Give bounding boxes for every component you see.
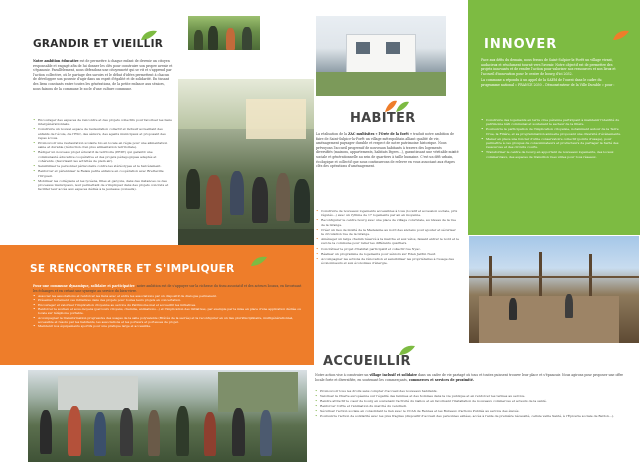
section-title-rencontrer: SE RENCONTRER ET S'IMPLIQUER xyxy=(30,263,235,275)
list-item: • Créer un lieu de mixité de la Madeleine au nord des anciens pour ajouter et sécuriser la circulation rue de la Grange. xyxy=(316,228,459,237)
list-item: • Sécuriser l'action sociale en consolidant le lien avec le CCAS de Rennes et les Bureaux d'actions Publiés au service des élevés. xyxy=(315,409,629,413)
section-title-innover: INNOVER xyxy=(484,37,558,52)
photo-garden-crowd xyxy=(188,16,260,50)
innover-list xyxy=(481,118,621,160)
innover-intro xyxy=(481,58,621,88)
habiter-intro-bold: ZAC multisites « l'Orée de la forêt » xyxy=(348,132,412,136)
accueillir-intro-bold: village inclusif et solidaire xyxy=(369,373,418,377)
rencontrer-list xyxy=(33,294,303,328)
list-item: • Reconfigurer le centre bourg avec une place de village conviviale, au niveau de la rue de la Grange. xyxy=(316,218,459,227)
leaf-icon xyxy=(384,99,410,113)
grandir-intro xyxy=(33,59,173,91)
list-item: • Construire des logements en terre crue pérenne participant à maintenir l'identité du patrimoine bâti communal et soutenant le secteur de la filière. xyxy=(481,118,621,127)
section-title-habiter: HABITER xyxy=(350,111,416,126)
list-item: • Construire de nouveaux logements accessibles à tous (locatif et accession sociale, prix régulés...) avec un rythme de 17 logements par an en moyenne. xyxy=(316,209,459,218)
accueillir-intro-bold-2: commerces et services de proximité. xyxy=(408,377,474,382)
list-item: • Promouvoir une restauration scolaire bio en locale en régie pour une alimentation saine et durable (réduction d'en plus alimentation territoriale). xyxy=(33,141,173,150)
list-item: • Sensibiliser le personnel périscolaire contre les stéréotypes et le harcèlement. xyxy=(33,164,173,168)
list-item: • Mener en place une foncier d'utile conservatoire collectif (points d'usage), pour permettre à ces groupes de consommateurs et producteurs de partager la fierté des ressources et des circuits courts. xyxy=(481,137,621,150)
leaf-icon xyxy=(398,344,416,356)
innover-intro-text-2: La commune a répondu à un appel de la SAEM de l'ouest dans le cadre du programme national « FRANCE 2030 – Démonstrateur de la Ville Durable » pour : xyxy=(481,78,615,87)
list-item: • Encourager et valoriser l'implication citoyenne au service du Patrimoine mal et accueillir les initiatives. xyxy=(33,303,303,307)
grandir-list xyxy=(33,118,173,192)
leaf-icon xyxy=(140,29,158,41)
habiter-intro xyxy=(316,132,459,169)
grandir-intro-text: est de permettre à chaque enfant de devenir un citoyen responsable et engagé afin de lui donner les clés pour construire son propre avenir et s'épanouir. Parallèlement, nous défendons une citoyenneté qui se vit et s'apprend par l'action collective, où le partage des savoirs et le débat d'idées permettent à chacun de développer son pouvoir d'agir dans un esprit d'égalité et de solidarité. En tissant des liens constants entre toutes les générations, de la petite enfance aux séniors, nous faisons de la commune le socle d'une culture commune. xyxy=(33,59,173,91)
innover-intro-text: Face aux défis du demain, nous ferons de Saint-Sulpice-la-Forêt un village vivant, audacieux et résolument tourné vers l'avenir. Notre objectif est de permettre des projets innovants et de rendre l'action pour valoriser nos ressources et nos lieux et l'accueil d'innovation pour le centre de bourg d'ici 2032. xyxy=(481,58,616,76)
list-item: • Associer les associations et renforcer les liens avec et entre les associations par un dispositif de dialogue permanent. xyxy=(33,294,303,298)
list-item: • Mobiliser les collégiens et les lycéens, filles et garçons, dans des instances ou des processus municipaux, leur permettant de s'impliquer dans des projets concrets et faciliter leur accès aux espaces dédiés à la jeunesse (conseils). xyxy=(33,179,173,192)
list-item: • Présenter fortement ces initiatives dans des projets pour toutes leurs projets en concertation. xyxy=(33,298,303,302)
photo-modern-house xyxy=(316,16,446,96)
list-item: • Poursuivre la participation de l'implication citoyenne, notamment autour de la Terre Crue, la Filière, et sa programmation annuelle proposant une diversité d'événements. xyxy=(481,127,621,136)
rencontrer-intro-bold: Pour une commune dynamique, solidaire et participative xyxy=(33,284,135,288)
accueillir-intro-b: dans un cadre de vie partagé où tous et toutes puissent trouver leur place et s'épanouir. Nous agirons pour proposer une offre locale forte et diversifiée, en soutenant les commerçants, xyxy=(315,373,624,382)
section-title-accueillir: ACCUEILLIR xyxy=(323,354,411,369)
rencontrer-intro xyxy=(33,284,303,293)
list-item: • Encourager des espaces de rencontre et des projets collectifs pour favoriser les liens intergénérationnels. xyxy=(33,118,173,127)
accueillir-intro xyxy=(315,373,629,382)
leaf-icon xyxy=(612,29,630,41)
list-item: • Concrétiser le projet d'habitat participatif et collectif rue Nyac. xyxy=(316,247,459,251)
list-item: • Aménager un large chemin réservé à la marche et aux vélos, faisant entrer le nord et le sud de la commune pour relier les différents quartiers. xyxy=(316,237,459,246)
list-item: • Poursuivre l'action de solidarité avec les plus fragiles (dispositif d'accueil des personnes exilées, accès à l'aide de première nécessité, cellule veille Santé, à l'Épicerie sociale de Betton...). xyxy=(315,414,629,418)
accueillir-intro-a: Notre action vise à construire un xyxy=(315,373,370,377)
list-item: • Transformer le centre de bourg en apportant de nouveaux logements, des locaux commerciaux, des espaces de transition rues utiles pour tous réseaux. xyxy=(481,150,621,159)
list-item: • Construire un nouvel espace de restauration collectif et inclusif accueillant des enfants de l'école, de l'ESC, des séniors, des agents municipaux et proposant des repas à tous. xyxy=(33,127,173,140)
list-item: • Rédiger un nouveau projet éducatif de territoire (PEDT) qui garantit une communauté éducative coopérative et des projets pédagogiques adaptés et cohérents. (favorisant les activités de plein air). xyxy=(33,150,173,163)
leaf-icon xyxy=(250,255,268,267)
list-item: • Renforcer et pérenniser le Relais petite enfance en coopération avec Bretteville l'Orgueil. xyxy=(33,169,173,178)
habiter-intro-a: La réalisation de la xyxy=(316,132,349,136)
list-item: • Promouvoir tous les droits sans compter d'accueil des nouveaux habitants. xyxy=(315,389,629,393)
grandir-intro-bold: Notre ambition éducative xyxy=(33,59,79,63)
list-item: • Rendre attractif le cœur de bourg en soutenant l'activité du Gallou et en favorisant l'installation de nouveaux commerces et acteurs de la santé. xyxy=(315,399,629,403)
list-item: • Renforcer le soutien et sous-moyens (parcours citoyens, chemins, animations...) et l'implication des initiatives, par exemple par la mise en place d'une application dédiée ou locale sur téléphone portable. xyxy=(33,307,303,315)
list-item: • Renforcer l'offre et l'animation du marché du vendredi. xyxy=(315,404,629,408)
habiter-intro-b: traduit notre ambition de faire de Saint-Sulpice-la-Forêt un village métropolitain alliant qualité de vie, aménagement paysager durable et respect de notre patrimoine historique. Nous prévoyons l'accueil progressif de nouveaux habitants à travers des logements diversifiés (maisons, appartements, habitats légers...), garantissant une véritable mixité sociale et générationnelle au sein de quartiers à taille humaine. C'est un défi urbain, écologique et collectif que nous continuerons de relever en vous associant aux étapes clés des opérations d'aménagement. xyxy=(316,132,459,169)
photo-outdoor-event xyxy=(178,79,314,256)
photo-earth-construction xyxy=(469,236,639,343)
habiter-list xyxy=(316,209,459,266)
list-item: • Maintenir nos équipements sportifs pour une pratique large et accessible. xyxy=(33,324,303,328)
list-item: • Accompagner la transformation progressive des usages de la salle polyvalente (Brévès de la sacrée) et la reconfigurer en un lieu pluridisciplinaire, multigénérationnel, accessible et résolu par les habitants, les associations et les porteurs et porteuses de projet. xyxy=(33,316,303,324)
photo-community-group xyxy=(28,370,307,462)
section-title-grandir: GRANDIR ET VIEILLIR xyxy=(33,38,164,50)
accueillir-list xyxy=(315,389,629,420)
list-item: • Accompagner les actions de rénovation et sensibiliser les propriétaires à l'usage des économiseurs et aux économies d'énergie. xyxy=(316,257,459,266)
list-item: • Réaliser un programme de logements pour séniors sur Eden Jardin Neuf. xyxy=(316,252,459,256)
list-item: • Valoriser la Charte européenne sur l'égalité des femmes et des hommes dans la vie publique et en renforcer les termes au service. xyxy=(315,394,629,398)
rencontrer-intro-text: , notre ambition est de s'appuyer sur la richesse du tissu associatif et des acteurs locaux, en favorisant les échanges et en créant une synergie au service du bien-vivre. xyxy=(33,284,302,293)
